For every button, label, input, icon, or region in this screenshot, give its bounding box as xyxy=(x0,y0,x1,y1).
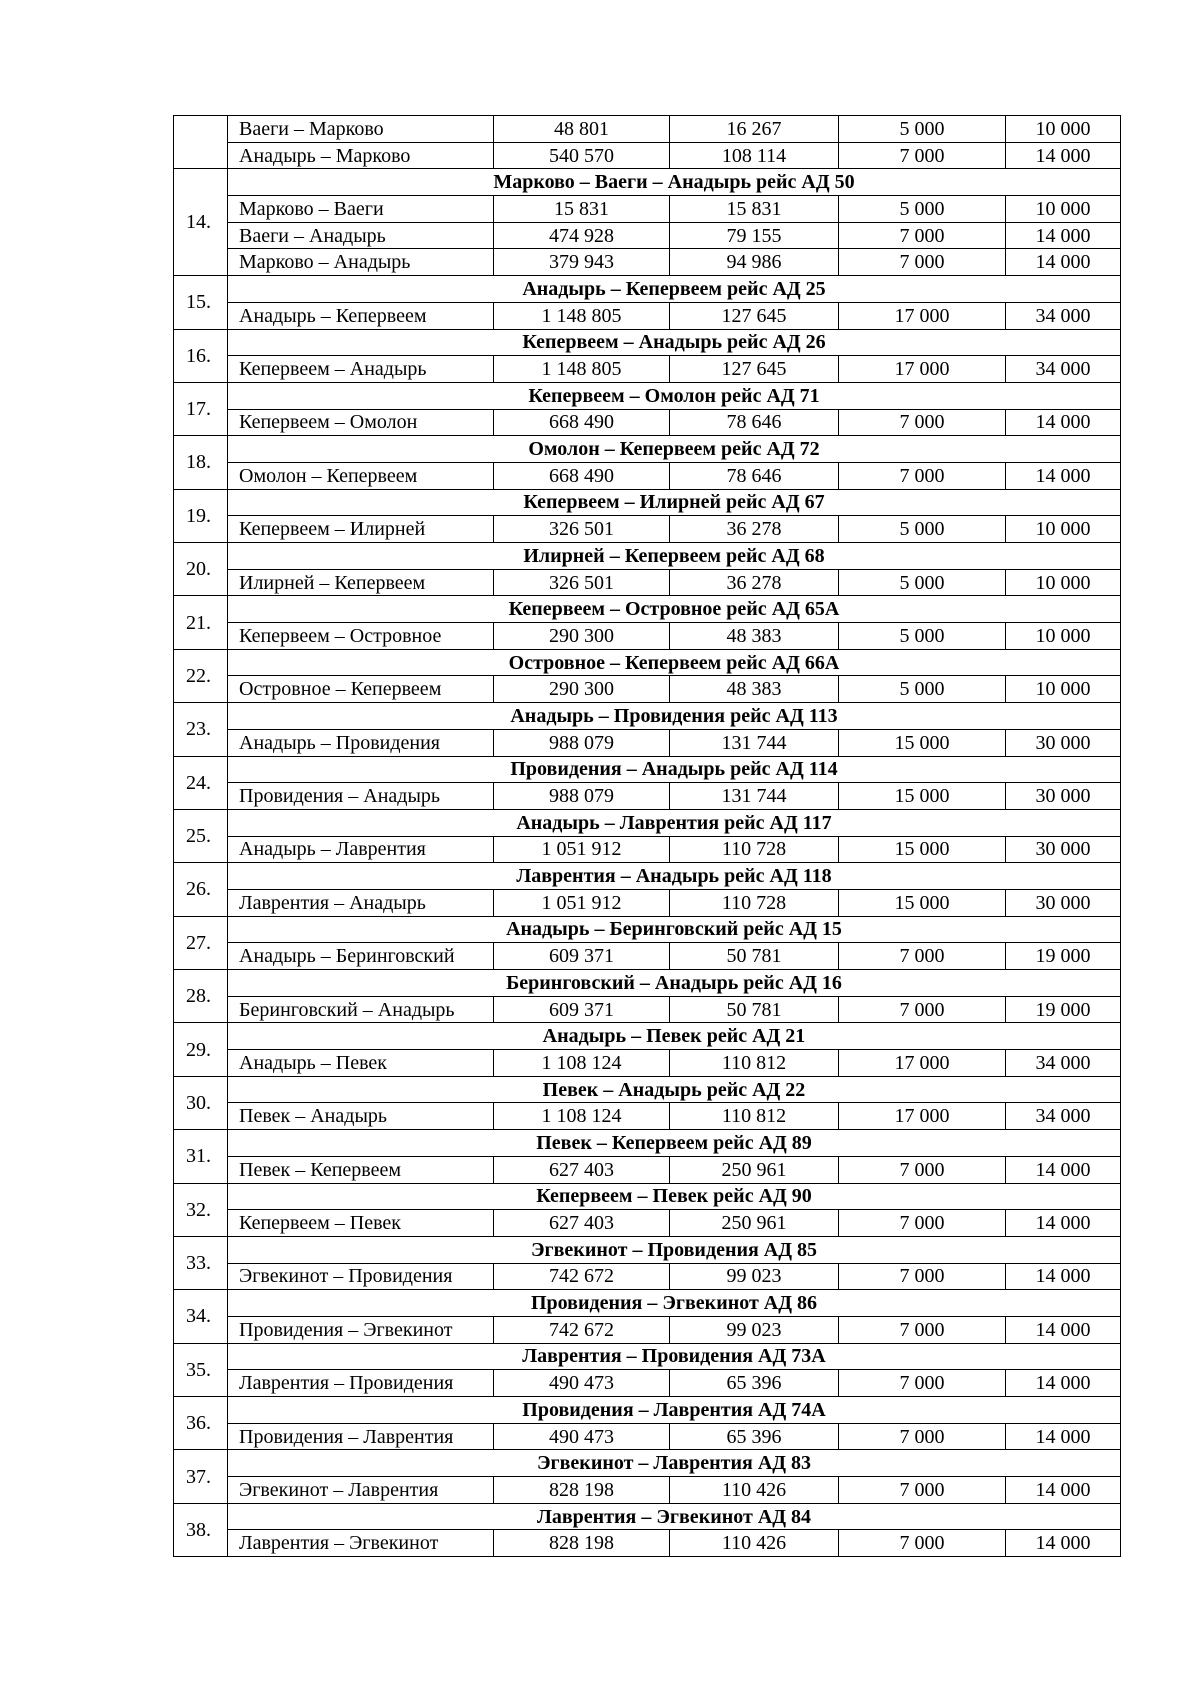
flight-title: Анадырь – Провидения рейс АД 113 xyxy=(228,703,1121,730)
flight-header-row xyxy=(174,1503,1121,1530)
table-row xyxy=(174,516,1121,543)
row-number: 28. xyxy=(174,970,228,1023)
row-number: 21. xyxy=(174,596,228,649)
value-cell-3: 7 000 xyxy=(839,1156,1006,1183)
value-cell-3: 5 000 xyxy=(839,623,1006,650)
value-cell-4: 34 000 xyxy=(1006,1050,1121,1077)
value-cell-4: 14 000 xyxy=(1006,409,1121,436)
table-row xyxy=(174,222,1121,249)
flight-header-row xyxy=(174,809,1121,836)
value-cell-1: 540 570 xyxy=(494,142,670,169)
flight-header-row xyxy=(174,1397,1121,1424)
value-cell-2: 110 728 xyxy=(670,889,839,916)
flight-subsidy-table xyxy=(173,115,1121,1557)
row-number: 27. xyxy=(174,916,228,969)
value-cell-1: 379 943 xyxy=(494,249,670,276)
value-cell-2: 65 396 xyxy=(670,1370,839,1397)
value-cell-4: 14 000 xyxy=(1006,1530,1121,1557)
flight-title: Лаврентия – Эгвекинот АД 84 xyxy=(228,1503,1121,1530)
table-row xyxy=(174,1050,1121,1077)
value-cell-4: 10 000 xyxy=(1006,676,1121,703)
table-row xyxy=(174,116,1121,143)
value-cell-1: 828 198 xyxy=(494,1477,670,1504)
value-cell-2: 127 645 xyxy=(670,302,839,329)
value-cell-3: 5 000 xyxy=(839,569,1006,596)
row-number: 20. xyxy=(174,543,228,596)
value-cell-4: 14 000 xyxy=(1006,1210,1121,1237)
table-row xyxy=(174,1103,1121,1130)
value-cell-1: 290 300 xyxy=(494,623,670,650)
row-number: 19. xyxy=(174,489,228,542)
route-cell: Анадырь – Провидения xyxy=(228,729,494,756)
row-number: 36. xyxy=(174,1397,228,1450)
value-cell-2: 15 831 xyxy=(670,196,839,223)
table-row xyxy=(174,836,1121,863)
value-cell-1: 15 831 xyxy=(494,196,670,223)
table-row xyxy=(174,409,1121,436)
row-number: 26. xyxy=(174,863,228,916)
value-cell-3: 7 000 xyxy=(839,409,1006,436)
value-cell-3: 15 000 xyxy=(839,783,1006,810)
value-cell-3: 17 000 xyxy=(839,302,1006,329)
flight-title: Провидения – Анадырь рейс АД 114 xyxy=(228,756,1121,783)
route-cell: Островное – Кепервеем xyxy=(228,676,494,703)
value-cell-4: 14 000 xyxy=(1006,1263,1121,1290)
value-cell-1: 490 473 xyxy=(494,1423,670,1450)
value-cell-3: 15 000 xyxy=(839,836,1006,863)
row-number: 29. xyxy=(174,1023,228,1076)
row-number: 22. xyxy=(174,649,228,702)
table-row xyxy=(174,356,1121,383)
flight-header-row xyxy=(174,329,1121,356)
table-row xyxy=(174,1477,1121,1504)
value-cell-3: 5 000 xyxy=(839,196,1006,223)
value-cell-4: 10 000 xyxy=(1006,516,1121,543)
flight-title: Лаврентия – Провидения АД 73А xyxy=(228,1343,1121,1370)
value-cell-1: 668 490 xyxy=(494,462,670,489)
row-number: 37. xyxy=(174,1450,228,1503)
route-cell: Певек – Анадырь xyxy=(228,1103,494,1130)
table-row xyxy=(174,676,1121,703)
value-cell-3: 5 000 xyxy=(839,676,1006,703)
flight-title: Марково – Ваеги – Анадырь рейс АД 50 xyxy=(228,169,1121,196)
value-cell-3: 7 000 xyxy=(839,1477,1006,1504)
flight-header-row xyxy=(174,863,1121,890)
table-row xyxy=(174,1263,1121,1290)
table-row xyxy=(174,1210,1121,1237)
value-cell-3: 7 000 xyxy=(839,1316,1006,1343)
value-cell-2: 16 267 xyxy=(670,116,839,143)
flight-header-row xyxy=(174,169,1121,196)
flight-title: Кепервеем – Певек рейс АД 90 xyxy=(228,1183,1121,1210)
table-row xyxy=(174,249,1121,276)
row-number: 14. xyxy=(174,169,228,276)
route-cell: Провидения – Эгвекинот xyxy=(228,1316,494,1343)
flight-title: Анадырь – Певек рейс АД 21 xyxy=(228,1023,1121,1050)
route-cell: Лаврентия – Анадырь xyxy=(228,889,494,916)
value-cell-3: 7 000 xyxy=(839,996,1006,1023)
value-cell-4: 14 000 xyxy=(1006,1423,1121,1450)
flight-header-row xyxy=(174,756,1121,783)
value-cell-2: 127 645 xyxy=(670,356,839,383)
flight-header-row xyxy=(174,1130,1121,1157)
value-cell-1: 1 051 912 xyxy=(494,836,670,863)
route-cell: Кепервеем – Певек xyxy=(228,1210,494,1237)
value-cell-2: 108 114 xyxy=(670,142,839,169)
value-cell-2: 131 744 xyxy=(670,783,839,810)
route-cell: Марково – Ваеги xyxy=(228,196,494,223)
value-cell-2: 110 426 xyxy=(670,1477,839,1504)
route-cell: Лаврентия – Провидения xyxy=(228,1370,494,1397)
table-row xyxy=(174,1530,1121,1557)
value-cell-1: 290 300 xyxy=(494,676,670,703)
route-cell: Эгвекинот – Лаврентия xyxy=(228,1477,494,1504)
row-number: 16. xyxy=(174,329,228,382)
value-cell-3: 7 000 xyxy=(839,1423,1006,1450)
value-cell-2: 110 812 xyxy=(670,1103,839,1130)
value-cell-2: 48 383 xyxy=(670,676,839,703)
value-cell-1: 609 371 xyxy=(494,996,670,1023)
flight-header-row xyxy=(174,596,1121,623)
route-cell: Кепервеем – Анадырь xyxy=(228,356,494,383)
flight-header-row xyxy=(174,276,1121,303)
value-cell-4: 30 000 xyxy=(1006,783,1121,810)
value-cell-4: 14 000 xyxy=(1006,462,1121,489)
row-number: 30. xyxy=(174,1076,228,1129)
value-cell-1: 668 490 xyxy=(494,409,670,436)
flight-title: Илирней – Кепервеем рейс АД 68 xyxy=(228,543,1121,570)
value-cell-4: 10 000 xyxy=(1006,196,1121,223)
row-number: 32. xyxy=(174,1183,228,1236)
value-cell-3: 17 000 xyxy=(839,1103,1006,1130)
flight-title: Эгвекинот – Лаврентия АД 83 xyxy=(228,1450,1121,1477)
value-cell-4: 14 000 xyxy=(1006,249,1121,276)
value-cell-1: 627 403 xyxy=(494,1210,670,1237)
table-body xyxy=(174,116,1121,1557)
flight-title: Островное – Кепервеем рейс АД 66А xyxy=(228,649,1121,676)
value-cell-3: 7 000 xyxy=(839,1210,1006,1237)
row-number: 25. xyxy=(174,809,228,862)
route-cell: Ваеги – Марково xyxy=(228,116,494,143)
flight-header-row xyxy=(174,382,1121,409)
value-cell-2: 131 744 xyxy=(670,729,839,756)
flight-title: Провидения – Эгвекинот АД 86 xyxy=(228,1290,1121,1317)
flight-header-row xyxy=(174,649,1121,676)
flight-title: Лаврентия – Анадырь рейс АД 118 xyxy=(228,863,1121,890)
table-row xyxy=(174,729,1121,756)
flight-title: Кепервеем – Омолон рейс АД 71 xyxy=(228,382,1121,409)
row-number: 15. xyxy=(174,276,228,329)
value-cell-4: 19 000 xyxy=(1006,996,1121,1023)
value-cell-2: 36 278 xyxy=(670,516,839,543)
value-cell-4: 30 000 xyxy=(1006,729,1121,756)
value-cell-2: 99 023 xyxy=(670,1316,839,1343)
table-row xyxy=(174,623,1121,650)
route-cell: Илирней – Кепервеем xyxy=(228,569,494,596)
flight-header-row xyxy=(174,970,1121,997)
flight-title: Кепервеем – Островное рейс АД 65А xyxy=(228,596,1121,623)
value-cell-1: 742 672 xyxy=(494,1263,670,1290)
value-cell-4: 14 000 xyxy=(1006,222,1121,249)
value-cell-2: 110 426 xyxy=(670,1530,839,1557)
row-number: 18. xyxy=(174,436,228,489)
value-cell-1: 609 371 xyxy=(494,943,670,970)
flight-header-row xyxy=(174,1236,1121,1263)
value-cell-4: 30 000 xyxy=(1006,836,1121,863)
table-row xyxy=(174,889,1121,916)
value-cell-2: 250 961 xyxy=(670,1156,839,1183)
value-cell-3: 7 000 xyxy=(839,943,1006,970)
route-cell: Лаврентия – Эгвекинот xyxy=(228,1530,494,1557)
value-cell-4: 34 000 xyxy=(1006,302,1121,329)
route-cell: Омолон – Кепервеем xyxy=(228,462,494,489)
value-cell-4: 10 000 xyxy=(1006,116,1121,143)
value-cell-3: 7 000 xyxy=(839,1530,1006,1557)
value-cell-1: 828 198 xyxy=(494,1530,670,1557)
table-row xyxy=(174,142,1121,169)
value-cell-3: 17 000 xyxy=(839,356,1006,383)
route-cell: Анадырь – Беринговский xyxy=(228,943,494,970)
route-cell: Кепервеем – Островное xyxy=(228,623,494,650)
route-cell: Беринговский – Анадырь xyxy=(228,996,494,1023)
value-cell-1: 490 473 xyxy=(494,1370,670,1397)
table-row xyxy=(174,196,1121,223)
value-cell-2: 78 646 xyxy=(670,409,839,436)
flight-header-row xyxy=(174,489,1121,516)
route-cell: Провидения – Лаврентия xyxy=(228,1423,494,1450)
value-cell-1: 326 501 xyxy=(494,569,670,596)
table-row xyxy=(174,943,1121,970)
value-cell-1: 48 801 xyxy=(494,116,670,143)
flight-title: Омолон – Кепервеем рейс АД 72 xyxy=(228,436,1121,463)
value-cell-1: 1 108 124 xyxy=(494,1103,670,1130)
route-cell: Кепервеем – Омолон xyxy=(228,409,494,436)
row-number: 23. xyxy=(174,703,228,756)
value-cell-1: 988 079 xyxy=(494,729,670,756)
table-row xyxy=(174,1423,1121,1450)
value-cell-4: 14 000 xyxy=(1006,1156,1121,1183)
value-cell-3: 17 000 xyxy=(839,1050,1006,1077)
flight-header-row xyxy=(174,1450,1121,1477)
value-cell-2: 48 383 xyxy=(670,623,839,650)
value-cell-4: 14 000 xyxy=(1006,1316,1121,1343)
route-cell: Кепервеем – Илирней xyxy=(228,516,494,543)
route-cell: Провидения – Анадырь xyxy=(228,783,494,810)
row-number: 34. xyxy=(174,1290,228,1343)
value-cell-2: 50 781 xyxy=(670,943,839,970)
table-row xyxy=(174,783,1121,810)
route-cell: Анадырь – Кепервеем xyxy=(228,302,494,329)
route-cell: Ваеги – Анадырь xyxy=(228,222,494,249)
value-cell-2: 99 023 xyxy=(670,1263,839,1290)
flight-header-row xyxy=(174,1076,1121,1103)
route-cell: Певек – Кепервеем xyxy=(228,1156,494,1183)
value-cell-3: 7 000 xyxy=(839,462,1006,489)
value-cell-4: 34 000 xyxy=(1006,356,1121,383)
value-cell-4: 34 000 xyxy=(1006,1103,1121,1130)
flight-header-row xyxy=(174,1290,1121,1317)
row-number: 38. xyxy=(174,1503,228,1556)
value-cell-4: 19 000 xyxy=(1006,943,1121,970)
value-cell-1: 1 148 805 xyxy=(494,302,670,329)
route-cell: Марково – Анадырь xyxy=(228,249,494,276)
value-cell-3: 7 000 xyxy=(839,222,1006,249)
table-row xyxy=(174,1370,1121,1397)
row-number: 35. xyxy=(174,1343,228,1396)
flight-title: Певек – Кепервеем рейс АД 89 xyxy=(228,1130,1121,1157)
row-number: 31. xyxy=(174,1130,228,1183)
value-cell-4: 14 000 xyxy=(1006,1477,1121,1504)
value-cell-2: 78 646 xyxy=(670,462,839,489)
flight-title: Анадырь – Кепервеем рейс АД 25 xyxy=(228,276,1121,303)
value-cell-2: 110 728 xyxy=(670,836,839,863)
value-cell-3: 7 000 xyxy=(839,1370,1006,1397)
value-cell-1: 1 148 805 xyxy=(494,356,670,383)
value-cell-2: 36 278 xyxy=(670,569,839,596)
value-cell-3: 5 000 xyxy=(839,116,1006,143)
value-cell-2: 65 396 xyxy=(670,1423,839,1450)
value-cell-4: 14 000 xyxy=(1006,142,1121,169)
route-cell: Эгвекинот – Провидения xyxy=(228,1263,494,1290)
flight-title: Провидения – Лаврентия АД 74А xyxy=(228,1397,1121,1424)
route-cell: Анадырь – Марково xyxy=(228,142,494,169)
flight-title: Кепервеем – Анадырь рейс АД 26 xyxy=(228,329,1121,356)
value-cell-1: 1 051 912 xyxy=(494,889,670,916)
value-cell-3: 7 000 xyxy=(839,142,1006,169)
value-cell-2: 110 812 xyxy=(670,1050,839,1077)
flight-header-row xyxy=(174,1183,1121,1210)
value-cell-1: 742 672 xyxy=(494,1316,670,1343)
value-cell-4: 30 000 xyxy=(1006,889,1121,916)
value-cell-2: 79 155 xyxy=(670,222,839,249)
flight-header-row xyxy=(174,703,1121,730)
value-cell-4: 10 000 xyxy=(1006,623,1121,650)
value-cell-1: 474 928 xyxy=(494,222,670,249)
value-cell-3: 7 000 xyxy=(839,1263,1006,1290)
row-number: 17. xyxy=(174,382,228,435)
flight-title: Эгвекинот – Провидения АД 85 xyxy=(228,1236,1121,1263)
flight-title: Певек – Анадырь рейс АД 22 xyxy=(228,1076,1121,1103)
flight-title: Беринговский – Анадырь рейс АД 16 xyxy=(228,970,1121,997)
value-cell-4: 10 000 xyxy=(1006,569,1121,596)
route-cell: Анадырь – Певек xyxy=(228,1050,494,1077)
value-cell-4: 14 000 xyxy=(1006,1370,1121,1397)
value-cell-1: 627 403 xyxy=(494,1156,670,1183)
table-row xyxy=(174,569,1121,596)
table-row xyxy=(174,1156,1121,1183)
table-row xyxy=(174,996,1121,1023)
flight-title: Анадырь – Беринговский рейс АД 15 xyxy=(228,916,1121,943)
value-cell-2: 250 961 xyxy=(670,1210,839,1237)
flight-header-row xyxy=(174,543,1121,570)
flight-title: Анадырь – Лаврентия рейс АД 117 xyxy=(228,809,1121,836)
value-cell-1: 326 501 xyxy=(494,516,670,543)
table-row xyxy=(174,302,1121,329)
flight-header-row xyxy=(174,1343,1121,1370)
value-cell-1: 988 079 xyxy=(494,783,670,810)
value-cell-2: 94 986 xyxy=(670,249,839,276)
table-row xyxy=(174,1316,1121,1343)
value-cell-2: 50 781 xyxy=(670,996,839,1023)
route-cell: Анадырь – Лаврентия xyxy=(228,836,494,863)
row-number: 33. xyxy=(174,1236,228,1289)
flight-header-row xyxy=(174,1023,1121,1050)
value-cell-3: 15 000 xyxy=(839,889,1006,916)
value-cell-3: 15 000 xyxy=(839,729,1006,756)
flight-header-row xyxy=(174,436,1121,463)
flight-title: Кепервеем – Илирней рейс АД 67 xyxy=(228,489,1121,516)
value-cell-1: 1 108 124 xyxy=(494,1050,670,1077)
row-number xyxy=(174,116,228,169)
value-cell-3: 7 000 xyxy=(839,249,1006,276)
flight-header-row xyxy=(174,916,1121,943)
row-number: 24. xyxy=(174,756,228,809)
table-row xyxy=(174,462,1121,489)
value-cell-3: 5 000 xyxy=(839,516,1006,543)
